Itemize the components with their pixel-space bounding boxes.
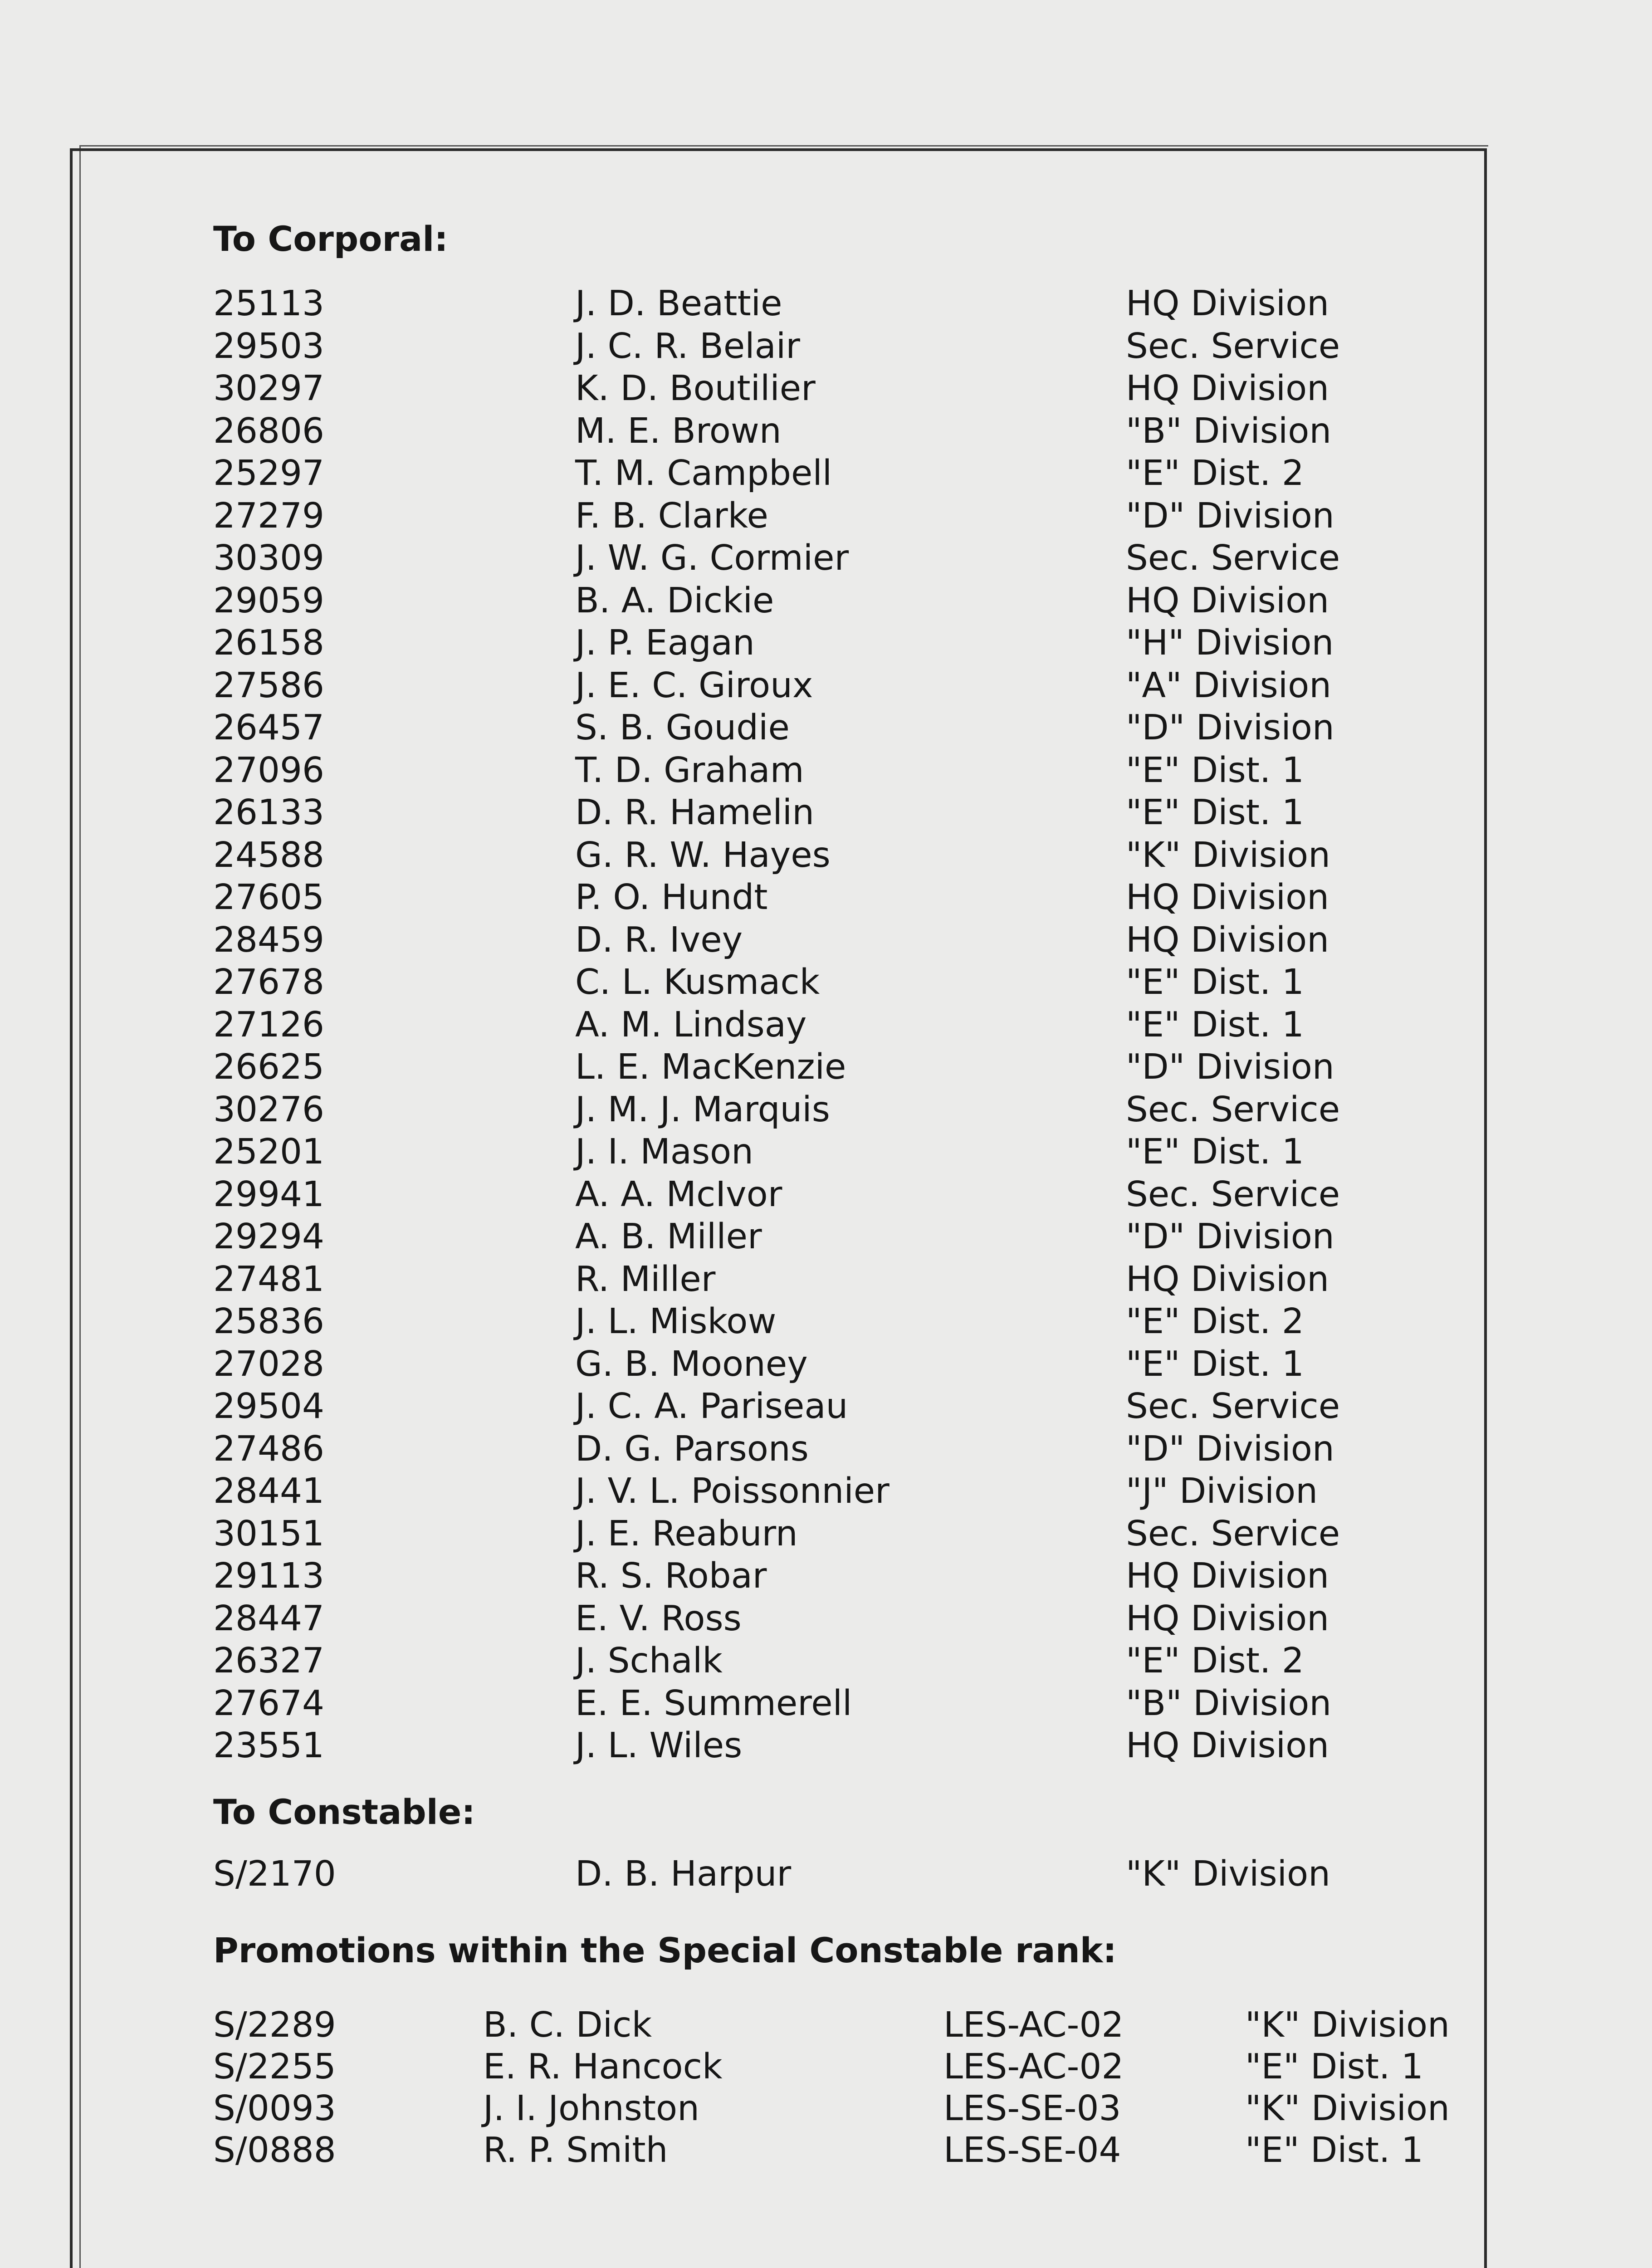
member-division: "E" Dist. 2 xyxy=(1126,453,1304,494)
list-item xyxy=(0,1132,1652,1174)
member-name: J. V. L. Poissonnier xyxy=(575,1471,890,1511)
member-name: T. M. Campbell xyxy=(575,453,832,494)
member-name: D. R. Hamelin xyxy=(575,792,815,833)
list-item xyxy=(0,1005,1652,1047)
member-division: "J" Division xyxy=(1126,1471,1318,1511)
regimental-number: 29113 xyxy=(213,1556,324,1596)
member-division: Sec. Service xyxy=(1126,326,1340,367)
member-division: Sec. Service xyxy=(1126,1386,1340,1427)
regimental-number: 27279 xyxy=(213,495,324,536)
list-item xyxy=(0,581,1652,623)
list-item xyxy=(0,1174,1652,1217)
member-division: "K" Division xyxy=(1245,2005,1450,2045)
list-item xyxy=(0,877,1652,920)
member-name: G. B. Mooney xyxy=(575,1344,808,1384)
list-item xyxy=(0,1598,1652,1641)
regimental-number: 24588 xyxy=(213,835,324,875)
member-division: HQ Division xyxy=(1126,1259,1329,1300)
regimental-number: 26133 xyxy=(213,792,324,833)
regimental-number: 30276 xyxy=(213,1089,324,1130)
member-division: "D" Division xyxy=(1126,1047,1334,1087)
regimental-number: 28459 xyxy=(213,919,324,960)
member-name: L. E. MacKenzie xyxy=(575,1047,846,1087)
member-division: "K" Division xyxy=(1245,2088,1450,2129)
list-item xyxy=(0,1641,1652,1683)
regimental-number: 27486 xyxy=(213,1428,324,1469)
member-division: "K" Division xyxy=(1126,1854,1330,1894)
member-name: J. D. Beattie xyxy=(575,284,782,324)
list-item xyxy=(0,453,1652,496)
list-item xyxy=(0,792,1652,835)
list-item xyxy=(0,2130,1652,2173)
regimental-number: 25297 xyxy=(213,453,324,494)
regimental-number: 26625 xyxy=(213,1047,324,1087)
member-division: "A" Division xyxy=(1126,665,1332,706)
list-item xyxy=(0,411,1652,454)
member-division: HQ Division xyxy=(1126,1725,1329,1766)
regimental-number: 29504 xyxy=(213,1386,324,1427)
regimental-number: 26806 xyxy=(213,411,324,451)
member-name: J. C. A. Pariseau xyxy=(575,1386,848,1427)
member-division: Sec. Service xyxy=(1126,1174,1340,1215)
member-division: "E" Dist. 1 xyxy=(1126,1004,1304,1045)
member-name: A. M. Lindsay xyxy=(575,1004,807,1045)
list-item xyxy=(0,1047,1652,1090)
regimental-number: 27605 xyxy=(213,877,324,918)
member-division: HQ Division xyxy=(1126,368,1329,409)
member-division: Sec. Service xyxy=(1126,1089,1340,1130)
member-name: J. L. Miskow xyxy=(575,1301,777,1342)
regimental-number: S/0888 xyxy=(213,2130,336,2170)
member-division: "D" Division xyxy=(1126,495,1334,536)
classification-code: LES-SE-04 xyxy=(943,2130,1121,2170)
list-item xyxy=(0,2005,1652,2048)
regimental-number: 27678 xyxy=(213,962,324,1002)
regimental-number: 26457 xyxy=(213,708,324,748)
member-name: J. Schalk xyxy=(575,1641,723,1681)
member-name: J. C. R. Belair xyxy=(575,326,800,367)
member-division: "D" Division xyxy=(1126,1217,1334,1257)
corporal-heading: To Corporal: xyxy=(213,219,448,259)
regimental-number: S/0093 xyxy=(213,2088,336,2129)
member-division: "D" Division xyxy=(1126,1428,1334,1469)
regimental-number: 29059 xyxy=(213,580,324,621)
classification-code: LES-SE-03 xyxy=(943,2088,1121,2129)
list-item xyxy=(0,1556,1652,1598)
member-name: R. P. Smith xyxy=(483,2130,668,2170)
list-item xyxy=(0,284,1652,326)
regimental-number: 27586 xyxy=(213,665,324,706)
regimental-number: 29941 xyxy=(213,1174,324,1215)
regimental-number: 30297 xyxy=(213,368,324,409)
special-constable-heading: Promotions within the Special Constable rank: xyxy=(213,1930,1117,1970)
member-division: "E" Dist. 1 xyxy=(1126,792,1304,833)
list-item xyxy=(0,2047,1652,2089)
member-name: R. S. Robar xyxy=(575,1556,767,1596)
classification-code: LES-AC-02 xyxy=(943,2047,1124,2087)
member-name: J. M. J. Marquis xyxy=(575,1089,830,1130)
regimental-number: 29294 xyxy=(213,1217,324,1257)
regimental-number: S/2255 xyxy=(213,2047,336,2087)
member-division: HQ Division xyxy=(1126,284,1329,324)
regimental-number: 30151 xyxy=(213,1513,324,1554)
member-name: D. G. Parsons xyxy=(575,1428,809,1469)
member-division: "E" Dist. 1 xyxy=(1245,2047,1423,2087)
member-name: D. R. Ivey xyxy=(575,919,743,960)
member-division: "E" Dist. 1 xyxy=(1126,1344,1304,1384)
regimental-number: 25836 xyxy=(213,1301,324,1342)
list-item xyxy=(0,1471,1652,1514)
list-item xyxy=(0,708,1652,750)
member-division: HQ Division xyxy=(1126,1598,1329,1639)
list-item xyxy=(0,326,1652,369)
list-item xyxy=(0,920,1652,963)
member-name: S. B. Goudie xyxy=(575,708,790,748)
list-item xyxy=(0,1725,1652,1768)
member-name: J. W. G. Cormier xyxy=(575,538,849,578)
list-item xyxy=(0,1429,1652,1471)
member-name: E. E. Summerell xyxy=(575,1683,852,1724)
member-division: HQ Division xyxy=(1126,580,1329,621)
list-item xyxy=(0,538,1652,581)
list-item xyxy=(0,2088,1652,2131)
member-name: A. B. Miller xyxy=(575,1217,762,1257)
regimental-number: 27481 xyxy=(213,1259,324,1300)
list-item xyxy=(0,1386,1652,1429)
list-item xyxy=(0,1090,1652,1132)
member-division: "B" Division xyxy=(1126,1683,1332,1724)
regimental-number: 23551 xyxy=(213,1725,324,1766)
regimental-number: 30309 xyxy=(213,538,324,578)
member-name: D. B. Harpur xyxy=(575,1854,792,1894)
member-division: "E" Dist. 1 xyxy=(1126,750,1304,791)
member-name: A. A. McIvor xyxy=(575,1174,782,1215)
member-name: K. D. Boutilier xyxy=(575,368,816,409)
member-name: E. V. Ross xyxy=(575,1598,742,1639)
member-name: F. B. Clarke xyxy=(575,495,768,536)
member-division: "E" Dist. 1 xyxy=(1126,962,1304,1002)
member-name: J. I. Johnston xyxy=(483,2088,699,2129)
member-name: M. E. Brown xyxy=(575,411,782,451)
member-name: J. E. Reaburn xyxy=(575,1513,798,1554)
regimental-number: 27096 xyxy=(213,750,324,791)
list-item xyxy=(0,1514,1652,1556)
member-name: J. E. C. Giroux xyxy=(575,665,813,706)
member-name: C. L. Kusmack xyxy=(575,962,820,1002)
list-item xyxy=(0,835,1652,878)
classification-code: LES-AC-02 xyxy=(943,2005,1124,2045)
list-item xyxy=(0,1854,1652,1897)
member-division: "E" Dist. 2 xyxy=(1126,1301,1304,1342)
regimental-number: 25113 xyxy=(213,284,324,324)
member-division: HQ Division xyxy=(1126,919,1329,960)
member-name: B. A. Dickie xyxy=(575,580,774,621)
member-division: "B" Division xyxy=(1126,411,1332,451)
list-item xyxy=(0,750,1652,793)
regimental-number: S/2170 xyxy=(213,1854,336,1894)
member-division: Sec. Service xyxy=(1126,1513,1340,1554)
regimental-number: 27028 xyxy=(213,1344,324,1384)
list-item xyxy=(0,665,1652,708)
list-item xyxy=(0,1344,1652,1387)
member-name: R. Miller xyxy=(575,1259,716,1300)
member-division: "H" Division xyxy=(1126,623,1334,663)
list-item xyxy=(0,496,1652,538)
regimental-number: 28447 xyxy=(213,1598,324,1639)
list-item xyxy=(0,1683,1652,1726)
member-division: "E" Dist. 1 xyxy=(1126,1132,1304,1172)
member-name: G. R. W. Hayes xyxy=(575,835,831,875)
member-name: J. P. Eagan xyxy=(575,623,755,663)
member-name: B. C. Dick xyxy=(483,2005,652,2045)
regimental-number: 26158 xyxy=(213,623,324,663)
regimental-number: 27126 xyxy=(213,1004,324,1045)
regimental-number: 28441 xyxy=(213,1471,324,1511)
member-division: HQ Division xyxy=(1126,877,1329,918)
list-item xyxy=(0,623,1652,665)
member-division: "E" Dist. 1 xyxy=(1245,2130,1423,2170)
list-item xyxy=(0,962,1652,1005)
member-name: J. L. Wiles xyxy=(575,1725,743,1766)
member-name: P. O. Hundt xyxy=(575,877,768,918)
member-division: Sec. Service xyxy=(1126,538,1340,578)
list-item xyxy=(0,1301,1652,1344)
regimental-number: 26327 xyxy=(213,1641,324,1681)
list-item xyxy=(0,1259,1652,1302)
regimental-number: 29503 xyxy=(213,326,324,367)
member-division: "K" Division xyxy=(1126,835,1330,875)
member-name: E. R. Hancock xyxy=(483,2047,723,2087)
list-item xyxy=(0,1217,1652,1259)
regimental-number: 27674 xyxy=(213,1683,324,1724)
member-name: T. D. Graham xyxy=(575,750,804,791)
member-division: "E" Dist. 2 xyxy=(1126,1641,1304,1681)
regimental-number: 25201 xyxy=(213,1132,324,1172)
member-name: J. I. Mason xyxy=(575,1132,753,1172)
member-division: "D" Division xyxy=(1126,708,1334,748)
member-division: HQ Division xyxy=(1126,1556,1329,1596)
list-item xyxy=(0,368,1652,411)
constable-heading: To Constable: xyxy=(213,1792,475,1832)
regimental-number: S/2289 xyxy=(213,2005,336,2045)
